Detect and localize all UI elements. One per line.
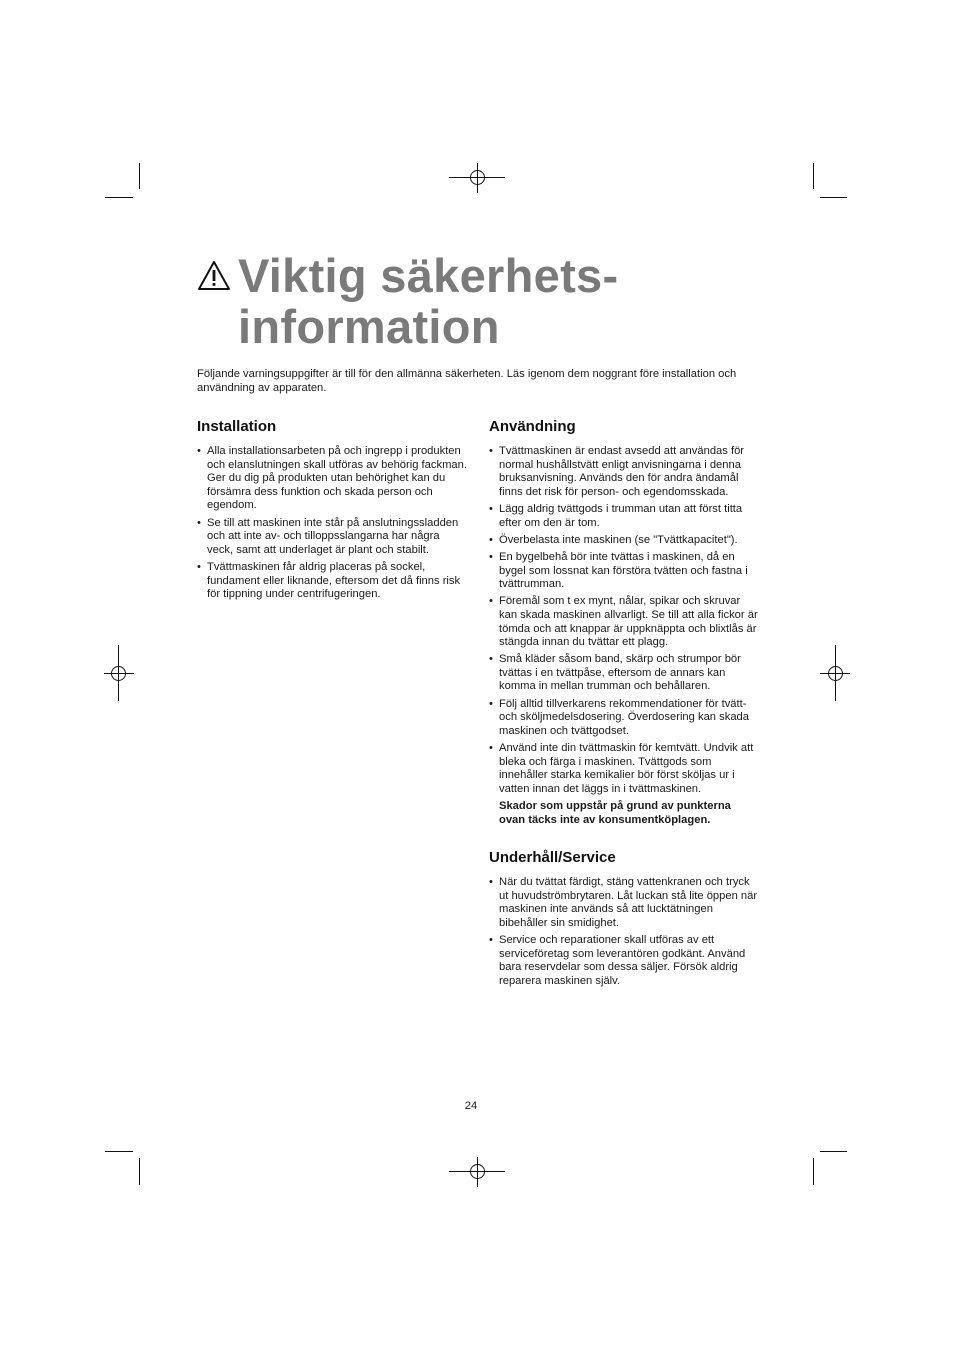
list-item: • Lägg aldrig tvättgods i trumman utan att först titta efter om den är tom. [489, 503, 759, 530]
installation-list [197, 445, 467, 602]
crop-mark [105, 1151, 133, 1152]
list-item: • Tvättmaskinen får aldrig placeras på sockel, fundament eller liknande, eftersom det då finns risk för tippning under centrifugeringen. [197, 561, 467, 602]
anvandning-list [489, 445, 759, 796]
list-item: • Service och reparationer skall utföras av ett serviceföretag som leverantören godkänt. Använd bara reservdelar som dessa säljer. Försök aldrig reparera maskinen själv. [489, 934, 759, 988]
installation-heading: Installation [197, 418, 277, 435]
list-item: • När du tvättat färdigt, stäng vattenkranen och tryck ut huvudströmbrytaren. Låt luckan stå lite öppen när maskinen inte används så att lucktätningen bibehåller sin smidighet. [489, 876, 759, 930]
warning-triangle-icon [197, 260, 231, 292]
page-number: 24 [464, 1100, 478, 1112]
list-item: • Tvättmaskinen är endast avsedd att användas för normal hushållstvätt enligt anvisningarna i denna bruksanvisning. Används den för andra ändamål finns det risk för person- och egendomsskada. [489, 445, 759, 499]
crop-mark [139, 1158, 140, 1185]
crop-mark [820, 1151, 847, 1152]
list-item: • Överbelasta inte maskinen (se "Tvättkapacitet"). [489, 534, 759, 548]
list-item: • Små kläder såsom band, skärp och strumpor bör tvättas i en tvättpåse, eftersom de annars kan komma in mellan trumman och behållaren. [489, 653, 759, 694]
list-item: • Föremål som t ex mynt, nålar, spikar och skruvar kan skada maskinen allvarligt. Se till att alla fickor är tömda och att knappar är uppknäppta och blixtlås är stängda innan du tvättar ett plagg. [489, 595, 759, 649]
list-item: • Använd inte din tvättmaskin för kemtvätt. Undvik att bleka och färga i maskinen. Tvättgods som innehåller starka kemikalier bör först sköljas ur i vatten innan det läggs in i tvättmaskinen. [489, 742, 759, 796]
underhall-list [489, 876, 759, 988]
registration-mark-icon [449, 1157, 505, 1187]
list-item: • Se till att maskinen inte står på anslutningssladden och att inte av- och tilloppsslangarna har några veck, samt att underlaget är plant och stabilt. [197, 517, 467, 558]
right-column [489, 418, 759, 992]
crop-mark [820, 197, 847, 198]
warranty-note: Skador som uppstår på grund av punkterna ovan täcks inte av konsumentköplagen. [499, 800, 731, 826]
crop-mark [105, 197, 133, 198]
page-title: Viktig säkerhets- information [238, 249, 619, 353]
list-item: • Alla installationsarbeten på och ingrepp i produkten och elanslutningen skall utföras av behörig fackman. Ger du dig på produkten utan behörighet kan du försämra dess funktion och skada person och egendom. [197, 445, 467, 513]
intro-text: Följande varningsuppgifter är till för den allmänna säkerheten. Läs igenom dem noggrant före installation och användning av apparaten. [197, 368, 737, 394]
crop-mark [813, 1158, 814, 1185]
list-item: • En bygelbehå bör inte tvättas i maskinen, då en bygel som lossnat kan förstöra tvätten och fastna i tvättrumman. [489, 551, 759, 592]
list-item: • Följ alltid tillverkarens rekommendationer för tvätt- och sköljmedelsdosering. Överdosering kan skada maskinen och tvättgodset. [489, 698, 759, 739]
registration-mark-icon [104, 645, 134, 701]
anvandning-heading: Användning [489, 418, 576, 435]
anvandning-section [489, 418, 759, 827]
underhall-heading: Underhåll/Service [489, 849, 616, 867]
crop-mark [813, 163, 814, 189]
crop-mark [139, 163, 140, 189]
registration-mark-icon [820, 645, 850, 701]
installation-section [197, 418, 467, 605]
registration-mark-icon [449, 163, 505, 193]
underhall-section [489, 849, 759, 988]
